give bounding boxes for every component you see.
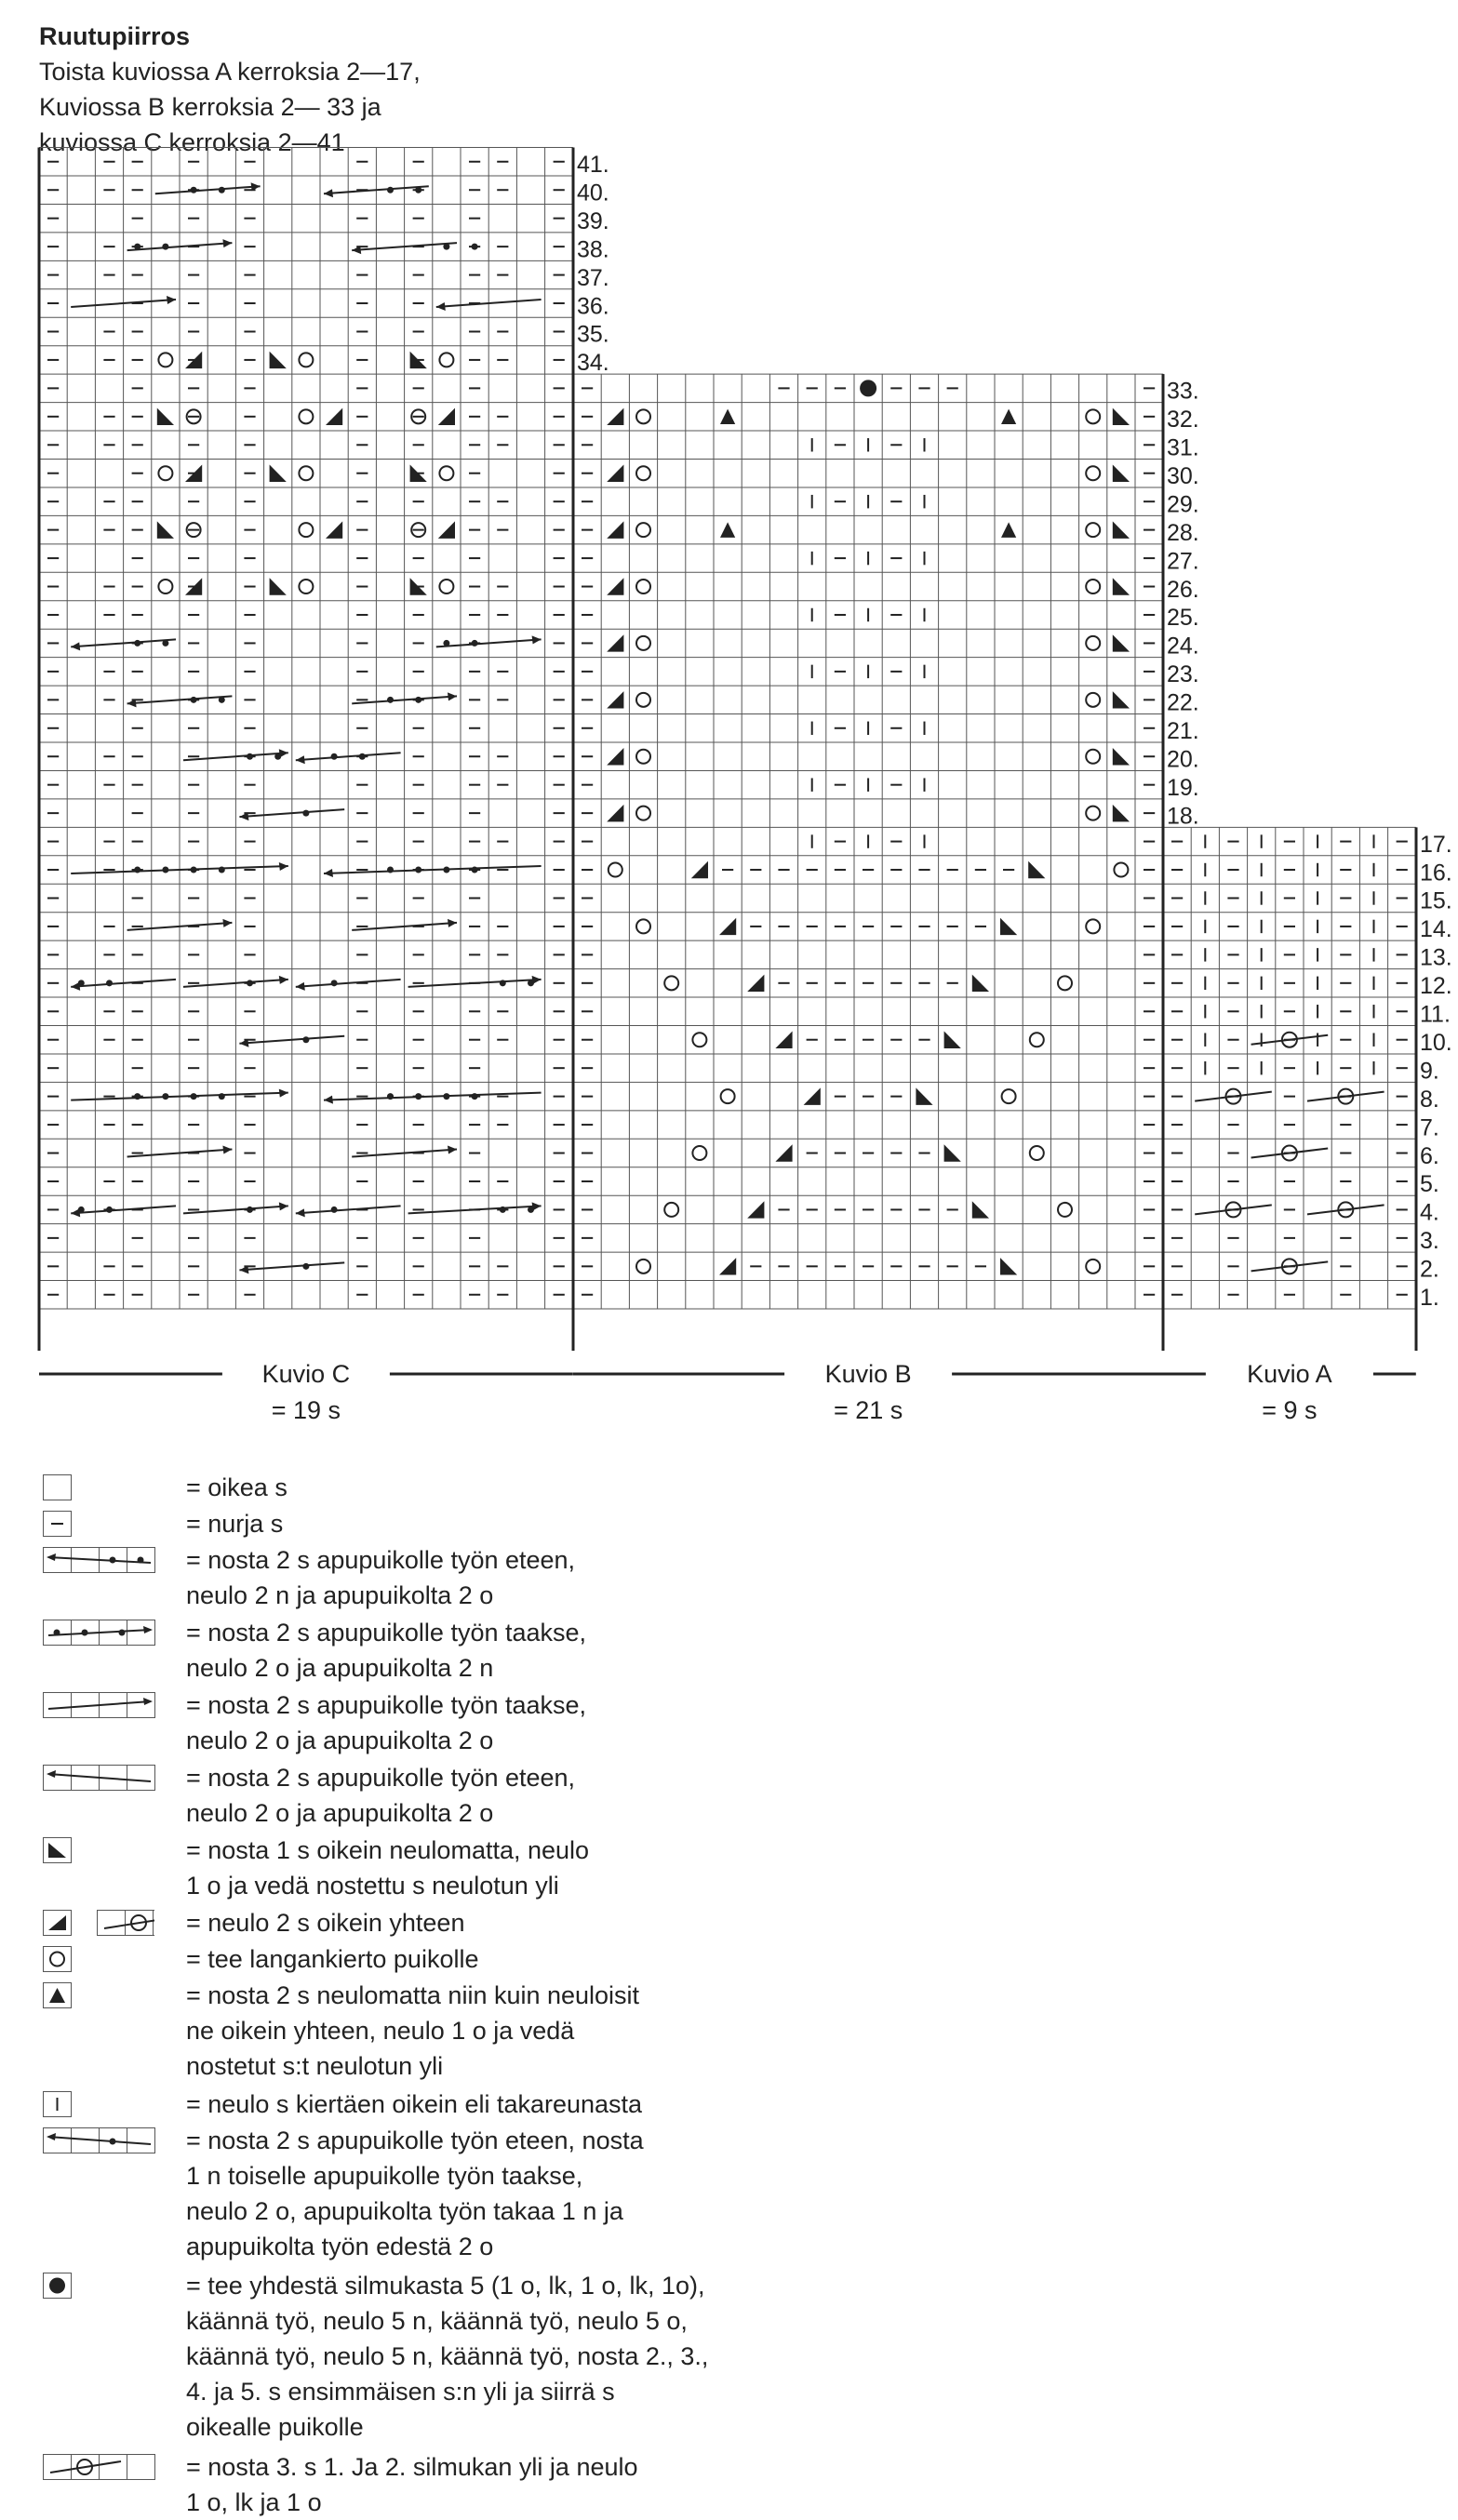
legend-text: neulo 2 o ja apupuikolta 2 o — [186, 1799, 494, 1827]
legend-cell — [44, 1548, 72, 1573]
row-number: 22. — [1167, 689, 1199, 716]
legend-text: = nosta 2 s neulomatta niin kuin neuloisit — [186, 1981, 640, 2009]
legend-cell — [44, 1693, 72, 1718]
legend-text: = nosta 2 s apupuikolle työn taakse, — [186, 1691, 587, 1719]
row-number: 19. — [1167, 774, 1199, 801]
pattern-name: Kuvio A — [1247, 1360, 1332, 1388]
cable-right-icon — [43, 1692, 156, 1718]
row-number: 2. — [1420, 1256, 1439, 1283]
legend-text: oikealle puikolle — [186, 2413, 364, 2441]
legend-text: 4. ja 5. s ensimmäisen s:n yli ja siirrä s — [186, 2378, 615, 2406]
row-number: 23. — [1167, 661, 1199, 688]
legend-text: = neulo 2 s oikein yhteen — [186, 1909, 465, 1937]
legend-text: neulo 2 n ja apupuikolta 2 o — [186, 1581, 494, 1609]
legend-text: neulo 2 o ja apupuikolta 2 o — [186, 1727, 494, 1754]
legend-cell — [127, 1620, 155, 1646]
row-number: 31. — [1167, 434, 1199, 461]
row-number: 12. — [1420, 973, 1452, 1000]
k2tog-slash-icon — [97, 1910, 154, 1936]
purl-dot — [110, 1557, 116, 1564]
legend-text: = nosta 2 s apupuikolle työn taakse, — [186, 1619, 587, 1647]
row-number: 32. — [1167, 407, 1199, 433]
legend-text: = nosta 1 s oikein neulomatta, neulo — [186, 1836, 590, 1864]
row-number: 6. — [1420, 1142, 1439, 1169]
purl-dot — [119, 1630, 126, 1636]
legend-cell — [100, 2455, 127, 2480]
legend-entry — [186, 1760, 1303, 1831]
twisted-knit-bar-icon — [43, 2091, 72, 2117]
cable-back-purl-icon — [43, 1620, 156, 1646]
row-number: 14. — [1420, 916, 1452, 943]
skp-triangle-icon — [43, 1837, 72, 1863]
legend-text: = tee yhdestä silmukasta 5 (1 o, lk, 1 o, lk, 1o), — [186, 2272, 705, 2300]
instruction-line-3: kuviossa C kerroksia 2—41 — [39, 128, 345, 156]
legend-cell — [127, 1766, 155, 1791]
row-number: 40. — [577, 180, 609, 207]
row-number: 27. — [1167, 548, 1199, 575]
purl-dot — [54, 1630, 60, 1636]
purl-dot — [138, 1557, 144, 1564]
legend-text: = nosta 2 s apupuikolle työn eteen, — [186, 1546, 576, 1574]
pattern-name: Kuvio B — [824, 1360, 912, 1388]
row-number: 7. — [1420, 1114, 1439, 1141]
legend-cell — [44, 1475, 72, 1500]
legend-cell — [44, 1766, 72, 1791]
legend-cell — [154, 1911, 155, 1936]
row-number: 39. — [577, 207, 609, 234]
cable-front-purl-icon — [43, 1547, 156, 1573]
row-number: 37. — [577, 264, 609, 291]
yarn-over-circle-icon — [43, 1946, 72, 1972]
row-number: 3. — [1420, 1228, 1439, 1255]
row-number: 35. — [577, 321, 609, 348]
legend-text: ne oikein yhteen, neulo 1 o ja vedä — [186, 2017, 575, 2045]
stitch-count: = 9 s — [1262, 1396, 1318, 1424]
legend-cell — [98, 1911, 126, 1936]
legend-text: 1 o ja vedä nostettu s neulotun yli — [186, 1872, 559, 1900]
row-number: 11. — [1420, 1001, 1451, 1028]
row-number: 33. — [1167, 378, 1199, 405]
legend-text: = neulo s kiertäen oikein eli takareunasta — [186, 2090, 643, 2118]
legend-entry — [186, 2449, 1303, 2520]
pattern-name: Kuvio C — [261, 1360, 351, 1388]
purl-dot — [110, 2139, 116, 2145]
legend-cell — [127, 2455, 155, 2480]
legend-entry — [186, 1506, 1303, 1541]
legend-text: = nosta 3. s 1. Ja 2. silmukan yli ja neulo — [186, 2453, 638, 2481]
legend-entry — [186, 1941, 1303, 1977]
legend-entry — [186, 1905, 1303, 1940]
row-number: 1. — [1420, 1285, 1439, 1311]
row-number: 21. — [1167, 718, 1199, 744]
legend-cell — [44, 2128, 72, 2153]
cable-left-icon — [43, 1765, 156, 1791]
legend-text: = oikea s — [186, 1473, 288, 1501]
row-number: 13. — [1420, 944, 1452, 971]
row-number: 26. — [1167, 576, 1199, 603]
legend-entry — [186, 1542, 1303, 1613]
row-number: 18. — [1167, 803, 1199, 830]
legend-cell — [44, 2455, 72, 2480]
k2tog-triangle-icon — [43, 1910, 72, 1936]
legend-text: apupuikolta työn edestä 2 o — [186, 2233, 494, 2260]
bobble-dot-icon — [43, 2273, 72, 2299]
cable-3-purl-center-icon — [43, 2127, 156, 2153]
legend-text: 1 o, lk ja 1 o — [186, 2488, 322, 2516]
purl-dash-icon — [43, 1511, 72, 1537]
row-number: 41. — [577, 152, 609, 178]
row-number: 15. — [1420, 887, 1452, 914]
row-number: 29. — [1167, 491, 1199, 518]
legend-entry — [186, 1687, 1303, 1758]
legend-entry — [186, 1833, 1303, 1903]
legend-text: = nosta 2 s apupuikolle työn eteen, nosta — [186, 2127, 644, 2154]
purl-dot — [82, 1630, 88, 1636]
bobble-dot — [49, 2278, 65, 2294]
legend-text: = nurja s — [186, 1510, 284, 1538]
row-number: 36. — [577, 293, 609, 320]
legend-text: neulo 2 o, apupuikolta työn takaa 1 n ja — [186, 2197, 623, 2225]
chart-title: Ruutupiirros — [39, 22, 190, 50]
row-number: 28. — [1167, 519, 1199, 546]
row-number: 17. — [1420, 831, 1452, 858]
legend-entry — [186, 1978, 1303, 2084]
legend-cell — [127, 2128, 155, 2153]
legend-entry — [186, 2087, 1303, 2122]
row-number: 4. — [1420, 1199, 1439, 1226]
legend-text: = nosta 2 s apupuikolle työn eteen, — [186, 1764, 576, 1792]
row-number: 16. — [1420, 860, 1452, 887]
legend-entry — [186, 2268, 1303, 2445]
legend-entry — [186, 1615, 1303, 1686]
stitch-count: = 21 s — [833, 1396, 903, 1424]
row-number: 20. — [1167, 746, 1199, 773]
knit-square-icon — [43, 1474, 72, 1500]
row-number: 10. — [1420, 1029, 1452, 1056]
row-number: 8. — [1420, 1086, 1439, 1113]
stitch-count: = 19 s — [271, 1396, 341, 1424]
row-number: 9. — [1420, 1058, 1439, 1085]
legend-text: 1 n toiselle apupuikolle työn taakse, — [186, 2162, 583, 2190]
row-number: 30. — [1167, 462, 1199, 489]
row-number: 25. — [1167, 605, 1199, 632]
legend-text: käännä työ, neulo 5 n, käännä työ, nosta 2., 3., — [186, 2342, 709, 2370]
legend-cell — [127, 1693, 155, 1718]
legend-text: käännä työ, neulo 5 n, käännä työ, neulo 5 o, — [186, 2307, 688, 2335]
legend-text: = tee langankierto puikolle — [186, 1945, 479, 1973]
legend-cell — [44, 1947, 72, 1972]
double-decrease-triangle-icon — [43, 1982, 72, 2008]
pass-third-stitch-icon — [43, 2454, 156, 2480]
legend-text: neulo 2 o ja apupuikolta 2 n — [186, 1654, 494, 1682]
row-number: 5. — [1420, 1171, 1439, 1198]
instruction-line-2: Kuviossa B kerroksia 2— 33 ja — [39, 93, 381, 121]
row-number: 24. — [1167, 633, 1199, 660]
legend-entry — [186, 2123, 1303, 2264]
legend-entry — [186, 1470, 1303, 1505]
row-number: 38. — [577, 236, 609, 263]
legend-text: nostetut s:t neulotun yli — [186, 2052, 444, 2080]
instruction-line-1: Toista kuviossa A kerroksia 2—17, — [39, 58, 421, 86]
row-number: 34. — [577, 350, 609, 377]
